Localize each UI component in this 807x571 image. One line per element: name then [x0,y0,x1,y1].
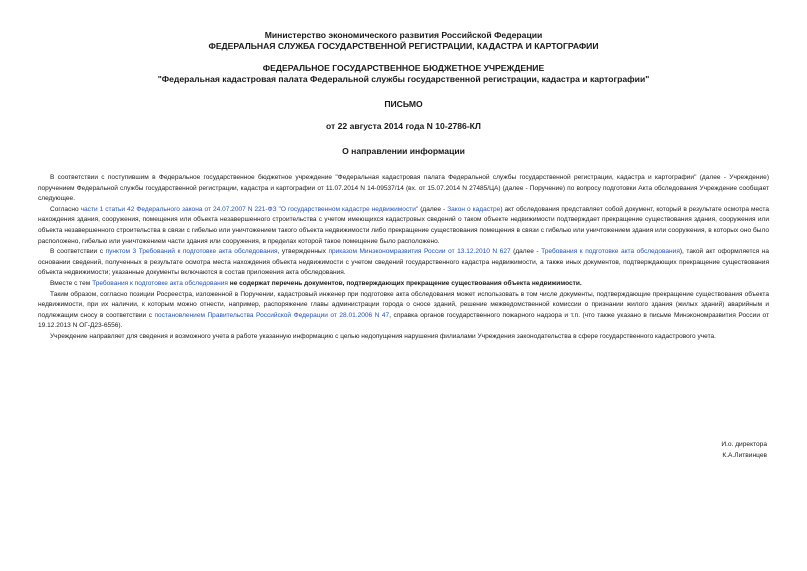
requirements-link-2[interactable]: Требования к подготовке акта обследования [92,279,228,287]
ministry-title: Министерство экономического развития Российской Федерации [264,30,543,40]
doc-subject: О направлении информации [342,146,465,156]
resolution-link[interactable]: постановлением Правительства Российской Федерации от 28.01.2006 N 47 [154,311,390,319]
paragraph-5: Таким образом, согласно позиции Росреестра, изложенной в Поручении, кадастровый инженер при подготовке акта обследования может использовать в том числе документы, подтверждающие прекращение существования объекта недвижимости, при их наличии, к которым можно отнести, например, распоряжение главы администрации города о сносе зданий, решение межведомственной комиссии о признании жилого здания (жилых зданий) аварийным и подлежащим сносу в соответствии с постановлением Правительства Российской Федерации от 28.01.2006 N 47, справка органов государственного пожарного надзора и т.п. (что также указано в письме Минэкономразвития России от 19.12.2013 N ОГ-Д23-6556). [38,290,769,330]
doc-type: ПИСЬМО [384,99,423,109]
paragraph-4: Вместе с тем Требования к подготовке акта обследования не содержат перечень документов, подтверждающих прекращение существования объекта недвижимости. [50,279,582,287]
institution-title: ФЕДЕРАЛЬНОЕ ГОСУДАРСТВЕННОЕ БЮДЖЕТНОЕ УЧРЕЖДЕНИЕ [262,63,545,73]
order-link[interactable]: приказом Минэкономразвития России от 13.12.2010 N 627 [328,248,511,256]
paragraph-3: В соответствии с пунктом 3 Требований к подготовке акта обследования, утвержденных приказом Минэкономразвития России от 13.12.2010 N 627 (далее - Требования к подготовке акта обследования), такой акт оформляется на основании сведений, полученных в результате осмотра места нахождения объекта недвижимости с учетом сведений государственного кадастра недвижимости, а также иных документов, подтверждающих прекращение существования объекта недвижимости; указанные документы включаются в состав приложения акта обследования. [38,248,769,277]
requirements-link[interactable]: Требования к подготовке акта обследования [541,248,680,256]
paragraph-6: Учреждение направляет для сведения и возможного учета в работе указанную информацию с целью недопущения нарушения филиалами Учреждения законодательства в сфере государственного кадастрового учета. [50,332,716,340]
institution-name: "Федеральная кадастровая палата Федеральной службы государственной регистрации, кадастра и картографии" [157,74,650,84]
paragraph-2: Согласно части 1 статьи 42 Федерального закона от 24.07.2007 N 221-ФЗ "О государственном кадастре недвижимости" (далее - Закон о кадастре) акт обследования представляет собой документ, который в результате осмотра места нахождения здания, сооружения, помещения или объекта незавершенного строительства с учетом имеющихся кадастровых сведений о таком объекте недвижимости подтверждает прекращение существования здания, сооружения или объекта незавершенного строительства в связи с гибелью или уничтожением такого объекта недвижимости либо прекращение существования помещения в связи с гибелью или уничтожением здания или сооружения, в которых оно было расположено, гибелью или уничтожением части здания или сооружения, в пределах которой такое помещение было расположено. [38,205,769,245]
requirements-clause-link[interactable]: пунктом 3 Требований к подготовке акта обследования [105,248,278,256]
signatory-position: И.о. директора [721,441,767,448]
signature-block [721,440,767,461]
doc-date: от 22 августа 2014 года N 10-2786-КЛ [326,121,481,131]
paragraph-1: В соответствии с поступившим в Федеральное государственное бюджетное учреждение "Федеральная кадастровая палата Федеральной службы государственной регистрации, кадастра и картографии" (далее - Учреждение) поручением Федеральной службы государственной регистрации, кадастра и картографии от 11.07.2014 N 14-09537/14 (вх. от 15.07.2014 N 27485/ЦА) (далее - Поручение) по вопросу подготовки Акта обследования Учреждение сообщает следующее. [38,174,769,203]
signatory-name: К.А.Литвинцев [722,451,767,459]
cadastre-law-link[interactable]: Закон о кадастре [447,205,501,213]
service-title: ФЕДЕРАЛЬНАЯ СЛУЖБА ГОСУДАРСТВЕННОЙ РЕГИСТРАЦИИ, КАДАСТРА И КАРТОГРАФИИ [208,41,599,51]
law-link[interactable]: части 1 статьи 42 Федерального закона от 24.07.2007 N 221-ФЗ "О государственном кадастре недвижимости" [80,205,419,213]
